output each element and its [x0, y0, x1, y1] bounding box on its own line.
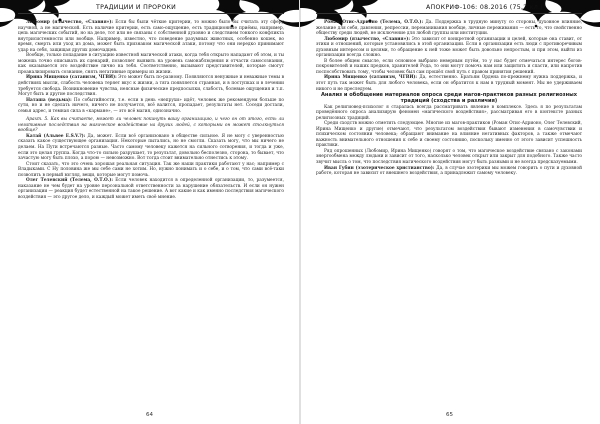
- right-paragraph: Роман Отис-Адрионо (Телема, О.Т.О.): Да. Поддержка в трудную минуту со стороны, духовное влияние, желание для себя, давления, репрессии, переманивания вообще, личные переживания — есть то, что свойственно обществу среди людей, не исключение для любой группы или институции.: [316, 20, 583, 37]
- right-page: [300, 0, 600, 424]
- right-paragraph: Как религиовед-психолог я старалась всегда рассматривать явление в комплексе. Здесь я по результатам проведённого опроса анализирую феномен «магического воздействия», рассматривая его в контексте разных религиозных традиций.: [316, 104, 582, 121]
- right-paragraph: Иван Губин (эзотерическое христианство): Да, в случае эзотерики мы можем говорить о пути и духовной работе, которая не зависит от внешнего воздействия, а принадлежит самому человеку.: [316, 165, 582, 177]
- left-header-rule: [18, 13, 284, 14]
- left-running-header: ТРАДИЦИИ И ПРОРОКИ: [96, 4, 177, 11]
- right-page-number: 65: [446, 412, 453, 418]
- left-page-number: 64: [146, 412, 153, 418]
- right-running-header: АПОКРИФ-106: 08.2016 (75,2 кл.): [426, 4, 544, 11]
- right-paragraph: Среди сходств можно отметить следующее. Многие из магов-практиков (Роман Отис-Адрионо, Олег Телевский, Ирина Мищенко и другие) отмечают, что результатом воздействия бывают изменения в самочувствии и психическом состоянии человека; обращают внимание на влияние негативных факторов, а также отмечают важность внимательного отношения к себе и своему состоянию, поскольку именно от этого зависит успешность практики.: [316, 121, 582, 149]
- right-body-text: [316, 20, 582, 177]
- left-paragraph: Олег Телевский (Телема, О.Т.О.): Если человек находится в определенной организации, то, разумеется, наказание не чем будет на уровне персональной ответственности за нарушение обязательств. И если он нужен организации — реакция будет естественной на такое решение. А вот какие и как именно последствия магического воздействия — это другое дело, и каждый может иметь своё мнение.: [18, 178, 284, 200]
- left-question: Арахт. 5. Как вы считаете, может ли человек покинуть вашу организацию, и чего он от этого, есть ли негативные последствия на магическое воздействие на других людей, с которыми он может столкнуться вообще?: [18, 117, 284, 134]
- left-paragraph: Любомир (язычество, «Славия»): Если бы были чёткие критерии, то можно было бы считать эту сферу научной, а не магической. Есть наличие критерии, есть само-ощущение, есть традиционные приёмы, например, цепь магических событий, но на деле, тот или не связаны с собственной духовно и следствием тонкого конфликта внутрисистемности или вообще. Например, известно, что поведение разумных животных, особенно кошек, во время, смерть или уход из дома, может быть признаком магической атаки, потому что они нередко принимают удар на себя, защищая других домочадцев.: [18, 20, 284, 53]
- section-title: Анализ и обобщение материалов опроса среди магов-практиков разных религиозных традиций (сходства и различия): [320, 92, 577, 105]
- left-paragraph: Катай (Альвее Е.S.V.?): Да, может. Если всё организовано в обществе сильное. Я не могу с уверенностью сказать какое существующее организация. Некоторые пытались, но не смогли. Сказать могу, что мы ничего не делаем. На Пути встречаются разные. Часто самому человеку кажется на сильного сотворения, и тогда и уже, если это целая группа. Когда что-то сильно разрушает, то результат, довольно бесполезно, сторона, то бывает, что зачастую могу быть плохо, а порою — невозможно. Вот тогда стоит внимательно отнестись к этому.: [18, 133, 284, 162]
- right-paragraph: В более общем смысле, если основное выбрано неверным путём, то у нас будет отмечаться интерес богов-покровителей и наших предков, хранителей Рода, то они могут помочь нам или защитить и спасти, или напротив поспособствовать тому, чтобы человек был сам прошёл свой путь с правом принятия решений.: [316, 58, 582, 75]
- right-header-rule: [316, 13, 582, 14]
- left-paragraph: Вообще, только попадание в ситуацию известной магической атаки, когда тебя открыто нападают об этом, и ты можешь точно описывать их сценарий, позволяет выявить на уровень самонаблюдения и отчасти самосознания, как оказывается это воздействие лично на тебя. Соответственно, вызывают представителей, которые смогут проанализировать сознание, снять негативные примеры из жизни.: [18, 53, 284, 75]
- left-body-text: [18, 20, 284, 201]
- left-paragraph: Стоит сказать, что это очень хорошая реальная ситуация. Так же наши практики работают у нас; например с Владыками. С Ну половина же мы себе сами не хотим. Но, нужно понимать и о себе, и о том, что сами всё-таки позволить в первый взгляд, вещи, которые могут помочь.: [18, 161, 284, 178]
- left-paragraph: Ирина Мищенко (сатанизм, ЧГВИ): Это может быть по-разному. Появляются ненужные и неважные темы в действиях мысли, слабость человека теряет вкус к жизни, а тяга появляется странная, и в поступках и в лечении требуется свобода. Возникновение чувства, неясные физические предпосылки, слабость, болевые ощущения и т.п. Могут быть и другие последствия.: [18, 75, 284, 98]
- right-paragraph: Ирина Мищенко (сатанизм, ЧГВИ): Да, естественно. Братьям Ордена по-прежнему нужна поддержка, и этот путь так может быть для любого человека, если он обратится к нам в трудный момент. Мы не удерживаем никого и не преследуем.: [316, 75, 583, 92]
- right-paragraph: Ряд опрошенных (Любомир, Ирина Мищенко) говорят о том, что магическое воздействие связано с законами энергообмена между людьми и зависит от того, насколько человек открыт или закрыт для подобного. Также часто звучит мысль о том, что последствия магического воздействия могут быть разными и не всегда предсказуемыми.: [316, 148, 582, 165]
- right-paragraph: Любомир (язычество, «Славия»): Это зависит от конкретной организации и целей, которые она ставит, от этики и отношений, которые установились в этой организации. Если в организации есть люди с противоречивым духовным интересом и целями, то обращение к ней тоже может быть довольно непростым, и при этом, выйти из организации всегда сложно.: [316, 36, 582, 59]
- left-paragraph: Наташа (ведьма): По событийности, т.е. если в день «непрухи» идёт, человек же рекомендуем больше по сути, но и не сделать ничего, ничего не получается, всё валится, пропадает, результаты нет. Соседи достали, семья адрес, и темная сила в «кармане», — это всё магия, однозначно.: [18, 97, 284, 114]
